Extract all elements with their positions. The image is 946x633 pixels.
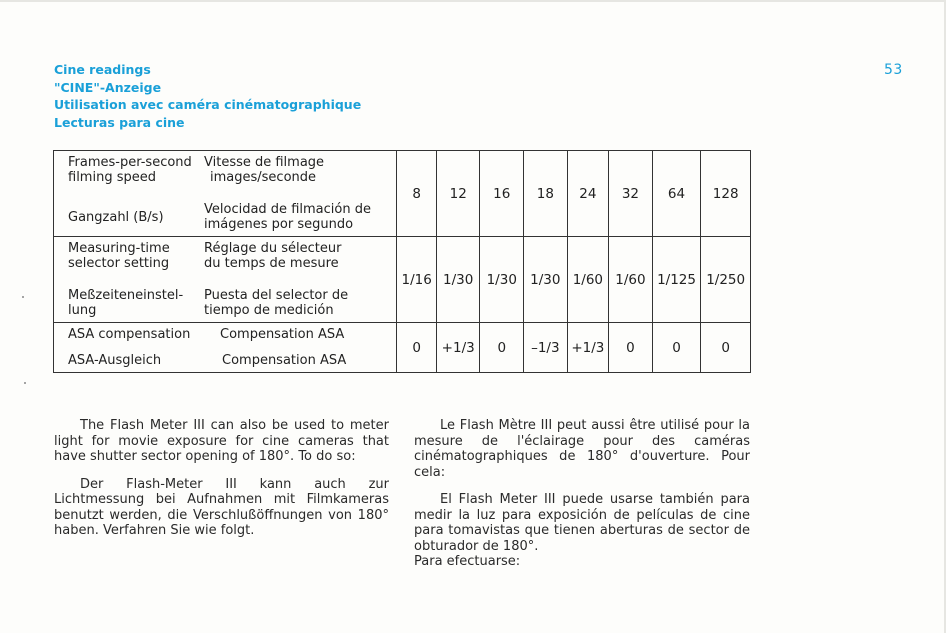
measuring-label-es-1: Puesta del selector de xyxy=(204,288,349,303)
heading-de: "CINE"-Anzeige xyxy=(54,79,162,95)
frames-label-fr-2: images/seconde xyxy=(210,170,317,185)
section-heading xyxy=(54,61,361,131)
asa-label-es: Compensation ASA xyxy=(222,353,347,368)
scan-speck xyxy=(22,296,24,298)
asa-value: +1/3 xyxy=(567,323,609,373)
fps-value: 128 xyxy=(701,151,751,237)
measuring-label-de-2: lung xyxy=(68,303,97,318)
measuring-time-value: 1/125 xyxy=(652,237,701,323)
measuring-label-es-2: tiempo de medición xyxy=(204,303,334,318)
measuring-time-value: 1/30 xyxy=(480,237,524,323)
measuring-time-value: 1/60 xyxy=(609,237,653,323)
frames-label-en-2: filming speed xyxy=(68,170,156,185)
body-column-right xyxy=(414,418,750,570)
cine-readings-table xyxy=(53,150,751,373)
measuring-label-en-1: Measuring-time xyxy=(68,241,170,256)
body-column-left xyxy=(54,418,389,551)
measuring-label-fr-2: du temps de mesure xyxy=(204,256,339,271)
measuring-label-en-2: selector setting xyxy=(68,256,170,271)
asa-compensation-row xyxy=(54,323,751,373)
scan-edge-top xyxy=(0,0,946,2)
page-number: 53 xyxy=(884,62,903,78)
asa-label-de: ASA-Ausgleich xyxy=(68,353,162,368)
asa-value: –1/3 xyxy=(524,323,568,373)
frames-label-de: Gangzahl (B/s) xyxy=(68,210,164,225)
frames-label-es-1: Velocidad de filmación de xyxy=(204,202,371,217)
fps-value: 12 xyxy=(436,151,480,237)
measuring-time-value: 1/60 xyxy=(567,237,609,323)
body-paragraph-fr: Le Flash Mètre III peut aussi être utilisé pour la mesure de l'éclairage pour des caméras cinématographiques de 180° d'ouverture. Pour cela: xyxy=(414,418,750,480)
heading-fr: Utilisation avec caméra cinématographique xyxy=(54,97,362,112)
asa-value: 0 xyxy=(701,323,751,373)
asa-value: 0 xyxy=(652,323,701,373)
asa-label-fr: Compensation ASA xyxy=(220,327,345,342)
fps-value: 24 xyxy=(567,151,609,237)
measuring-time-value: 1/30 xyxy=(436,237,480,323)
measuring-time-value: 1/30 xyxy=(524,237,568,323)
asa-label xyxy=(54,323,397,373)
body-paragraph-es-last: Para efectuarse: xyxy=(414,554,521,569)
frames-label xyxy=(54,151,397,237)
asa-value: 0 xyxy=(609,323,653,373)
measuring-label xyxy=(54,237,397,323)
scan-speck xyxy=(24,382,26,384)
heading-en: Cine readings xyxy=(54,62,151,77)
fps-value: 8 xyxy=(397,151,437,237)
body-paragraph-de: Der Flash-Meter III kann auch zur Lichtmessung bei Aufnahmen mit Filmkameras benutzt werden, die Verschlußöffnungen von 180° haben. Verfahren Sie wie folgt. xyxy=(54,476,389,538)
measuring-time-value: 1/250 xyxy=(701,237,751,323)
measuring-label-fr-1: Réglage du sélecteur xyxy=(204,241,342,256)
asa-value: 0 xyxy=(397,323,437,373)
frames-label-es-2: imágenes por segundo xyxy=(204,217,354,232)
frames-label-fr-1: Vitesse de filmage xyxy=(204,155,325,170)
asa-value: 0 xyxy=(480,323,524,373)
frames-row xyxy=(54,151,751,237)
measuring-label-de-1: Meßzeiteneinstel- xyxy=(68,288,184,303)
body-paragraph-en: The Flash Meter III can also be used to meter light for movie exposure for cine cameras that have shutter sector opening of 180°. To do so: xyxy=(54,418,389,464)
asa-value: +1/3 xyxy=(436,323,480,373)
measuring-time-value: 1/16 xyxy=(397,237,437,323)
frames-label-en-1: Frames-per-second xyxy=(68,155,192,170)
measuring-time-row xyxy=(54,237,751,323)
fps-value: 16 xyxy=(480,151,524,237)
fps-value: 18 xyxy=(524,151,568,237)
heading-es: Lecturas para cine xyxy=(54,114,185,130)
body-paragraph-es: El Flash Meter III puede usarse también para medir la luz para exposición de películas de cine para tomavistas que tienen aberturas de sector de obturador de 180°. xyxy=(414,492,750,554)
fps-value: 32 xyxy=(609,151,653,237)
asa-label-en: ASA compensation xyxy=(68,327,191,342)
fps-value: 64 xyxy=(652,151,701,237)
